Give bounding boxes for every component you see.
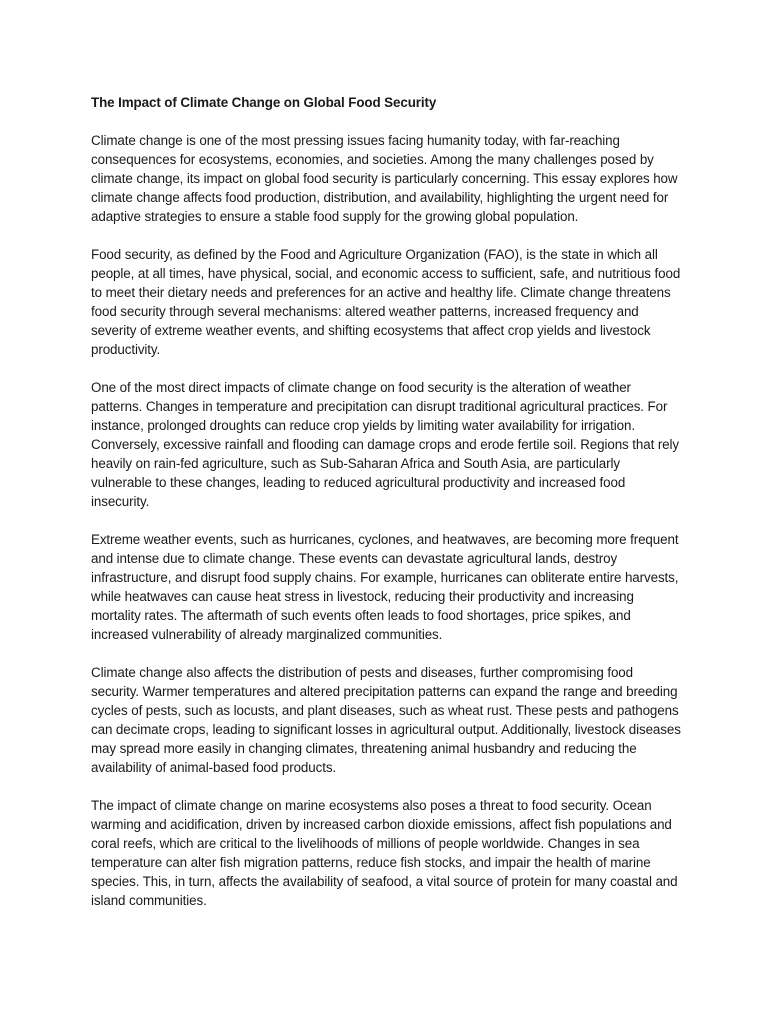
paragraph-marine-ecosystems: The impact of climate change on marine ecosystems also poses a threat to food security. Ocean warming and acidification, driven by increased carbon dioxide emissions, affect fish populations and coral reefs, which are critical to the livelihoods of millions of people worldwide. Changes in sea temperature can alter fish migration patterns, reduce fish stocks, and impair the health of marine species. This, in turn, affects the availability of seafood, a vital source of protein for many coastal and island communities. [91,798,678,908]
document-title: The Impact of Climate Change on Global Food Security [91,95,437,110]
paragraph-pests-diseases: Climate change also affects the distribution of pests and diseases, further compromising food security. Warmer temperatures and altered precipitation patterns can expand the range and breeding cycles of pests, such as locusts, and plant diseases, such as wheat rust. These pests and pathogens can decimate crops, leading to significant losses in agricultural output. Additionally, livestock diseases may spread more easily in changing climates, threatening animal husbandry and reducing the availability of animal-based food products. [91,665,681,775]
document-body [91,93,681,929]
paragraph-food-security-definition: Food security, as defined by the Food and Agriculture Organization (FAO), is the state in which all people, at all times, have physical, social, and economic access to sufficient, safe, and nutritious food to meet their dietary needs and preferences for an active and healthy life. Climate change threatens food security through several mechanisms: altered weather patterns, increased frequency and severity of extreme weather events, and shifting ecosystems that affect crop yields and livestock productivity. [91,247,681,357]
paragraph-extreme-weather: Extreme weather events, such as hurricanes, cyclones, and heatwaves, are becoming more frequent and intense due to climate change. These events can devastate agricultural lands, destroy infrastructure, and disrupt food supply chains. For example, hurricanes can obliterate entire harvests, while heatwaves can cause heat stress in livestock, reducing their productivity and increasing mortality rates. The aftermath of such events often leads to food shortages, price spikes, and increased vulnerability of already marginalized communities. [91,532,679,642]
paragraph-intro: Climate change is one of the most pressing issues facing humanity today, with far-reaching consequences for ecosystems, economies, and societies. Among the many challenges posed by climate change, its impact on global food security is particularly concerning. This essay explores how climate change affects food production, distribution, and availability, highlighting the urgent need for adaptive strategies to ensure a stable food supply for the growing global population. [91,133,678,224]
paragraph-weather-patterns: One of the most direct impacts of climate change on food security is the alteration of weather patterns. Changes in temperature and precipitation can disrupt traditional agricultural practices. For instance, prolonged droughts can reduce crop yields by limiting water availability for irrigation. Conversely, excessive rainfall and flooding can damage crops and erode fertile soil. Regions that rely heavily on rain-fed agriculture, such as Sub-Saharan Africa and South Asia, are particularly vulnerable to these changes, leading to reduced agricultural productivity and increased food insecurity. [91,380,679,509]
